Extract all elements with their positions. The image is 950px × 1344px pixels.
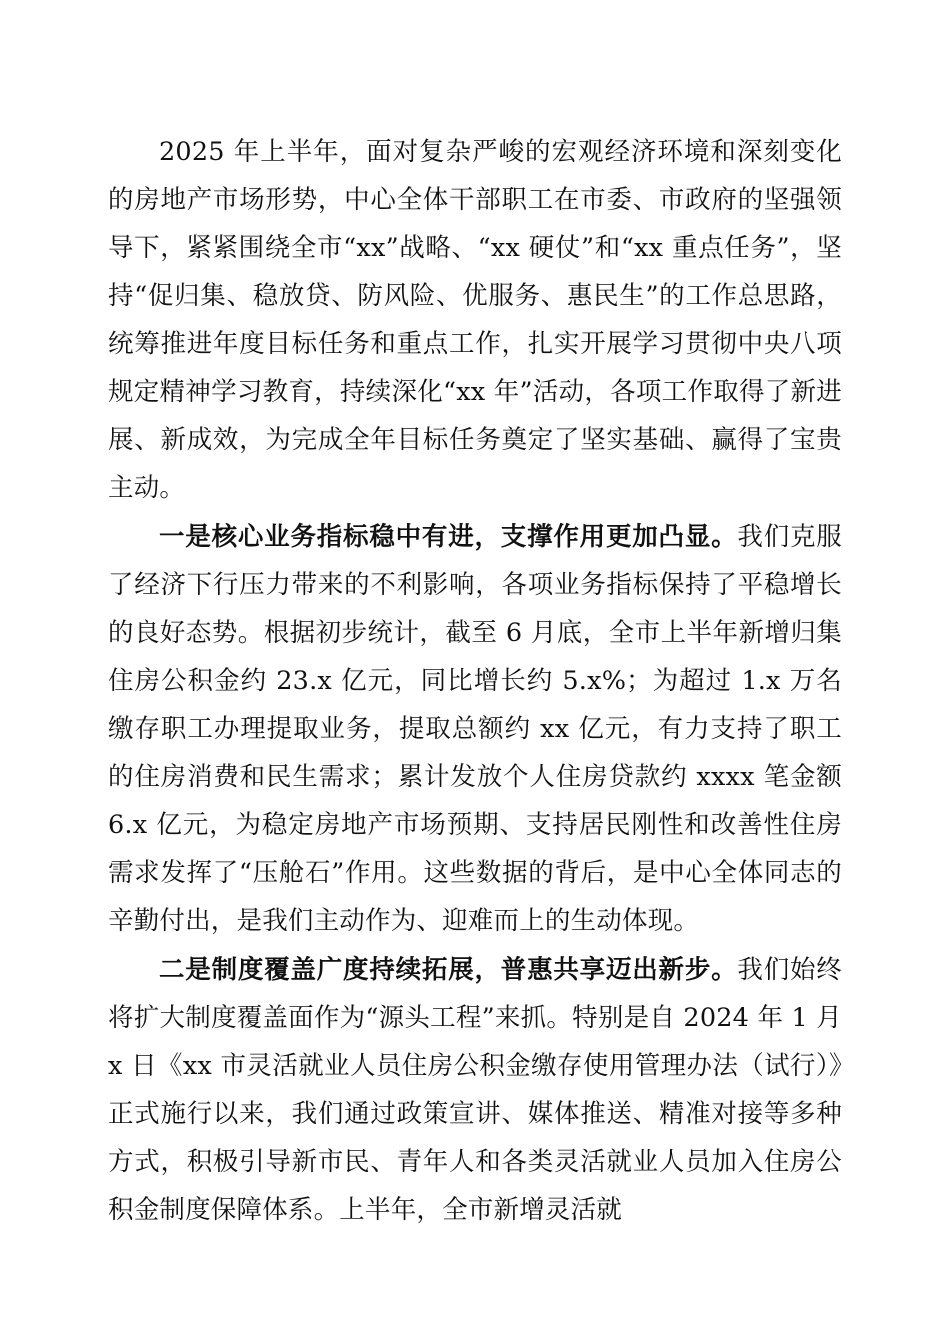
paragraph-3-lead: 二是制度覆盖广度持续拓展，普惠共享迈出新步。: [159, 955, 738, 985]
paragraph-3: [108, 946, 842, 1234]
paragraph-3-text: 我们始终将扩大制度覆盖面作为“源头工程”来抓。特别是自 2024 年 1 月 x 日《xx 市灵活就业人员住房公积金缴存使用管理办法（试行）》正式施行以来，我们通过政策宣讲、媒体推送、精准对接等多种方式，积极引导新市民、青年人和各类灵活就业人员加入住房公积金制度保障体系。上半年，全市新增灵活就: [108, 955, 842, 1225]
paragraph-1: [108, 128, 842, 512]
paragraph-1-text: 2025 年上半年，面对复杂严峻的宏观经济环境和深刻变化的房地产市场形势，中心全体干部职工在市委、市政府的坚强领导下，紧紧围绕全市“xx”战略、“xx 硬仗”和“xx 重点任务”，坚持“促归集、稳放贷、防风险、优服务、惠民生”的工作总思路，统筹推进年度目标任务和重点工作，扎实开展学习贯彻中央八项规定精神学习教育，持续深化“xx 年”活动，各项工作取得了新进展、新成效，为完成全年目标任务奠定了坚实基础、赢得了宝贵主动。: [108, 137, 842, 503]
document-body: [108, 128, 842, 1234]
paragraph-2-text: 我们克服了经济下行压力带来的不利影响，各项业务指标保持了平稳增长的良好态势。根据初步统计，截至 6 月底，全市上半年新增归集住房公积金约 23.x 亿元，同比增长约 5.x%；为超过 1.x 万名缴存职工办理提取业务，提取总额约 xx 亿元，有力支持了职工的住房消费和民生需求；累计发放个人住房贷款约 xxxx 笔金额 6.x 亿元，为稳定房地产市场预期、支持居民刚性和改善性住房需求发挥了“压舱石”作用。这些数据的背后，是中心全体同志的辛勤付出，是我们主动作为、迎难而上的生动体现。: [108, 522, 842, 936]
paragraph-2: [108, 513, 842, 945]
paragraph-2-lead: 一是核心业务指标稳中有进，支撑作用更加凸显。: [159, 522, 738, 552]
